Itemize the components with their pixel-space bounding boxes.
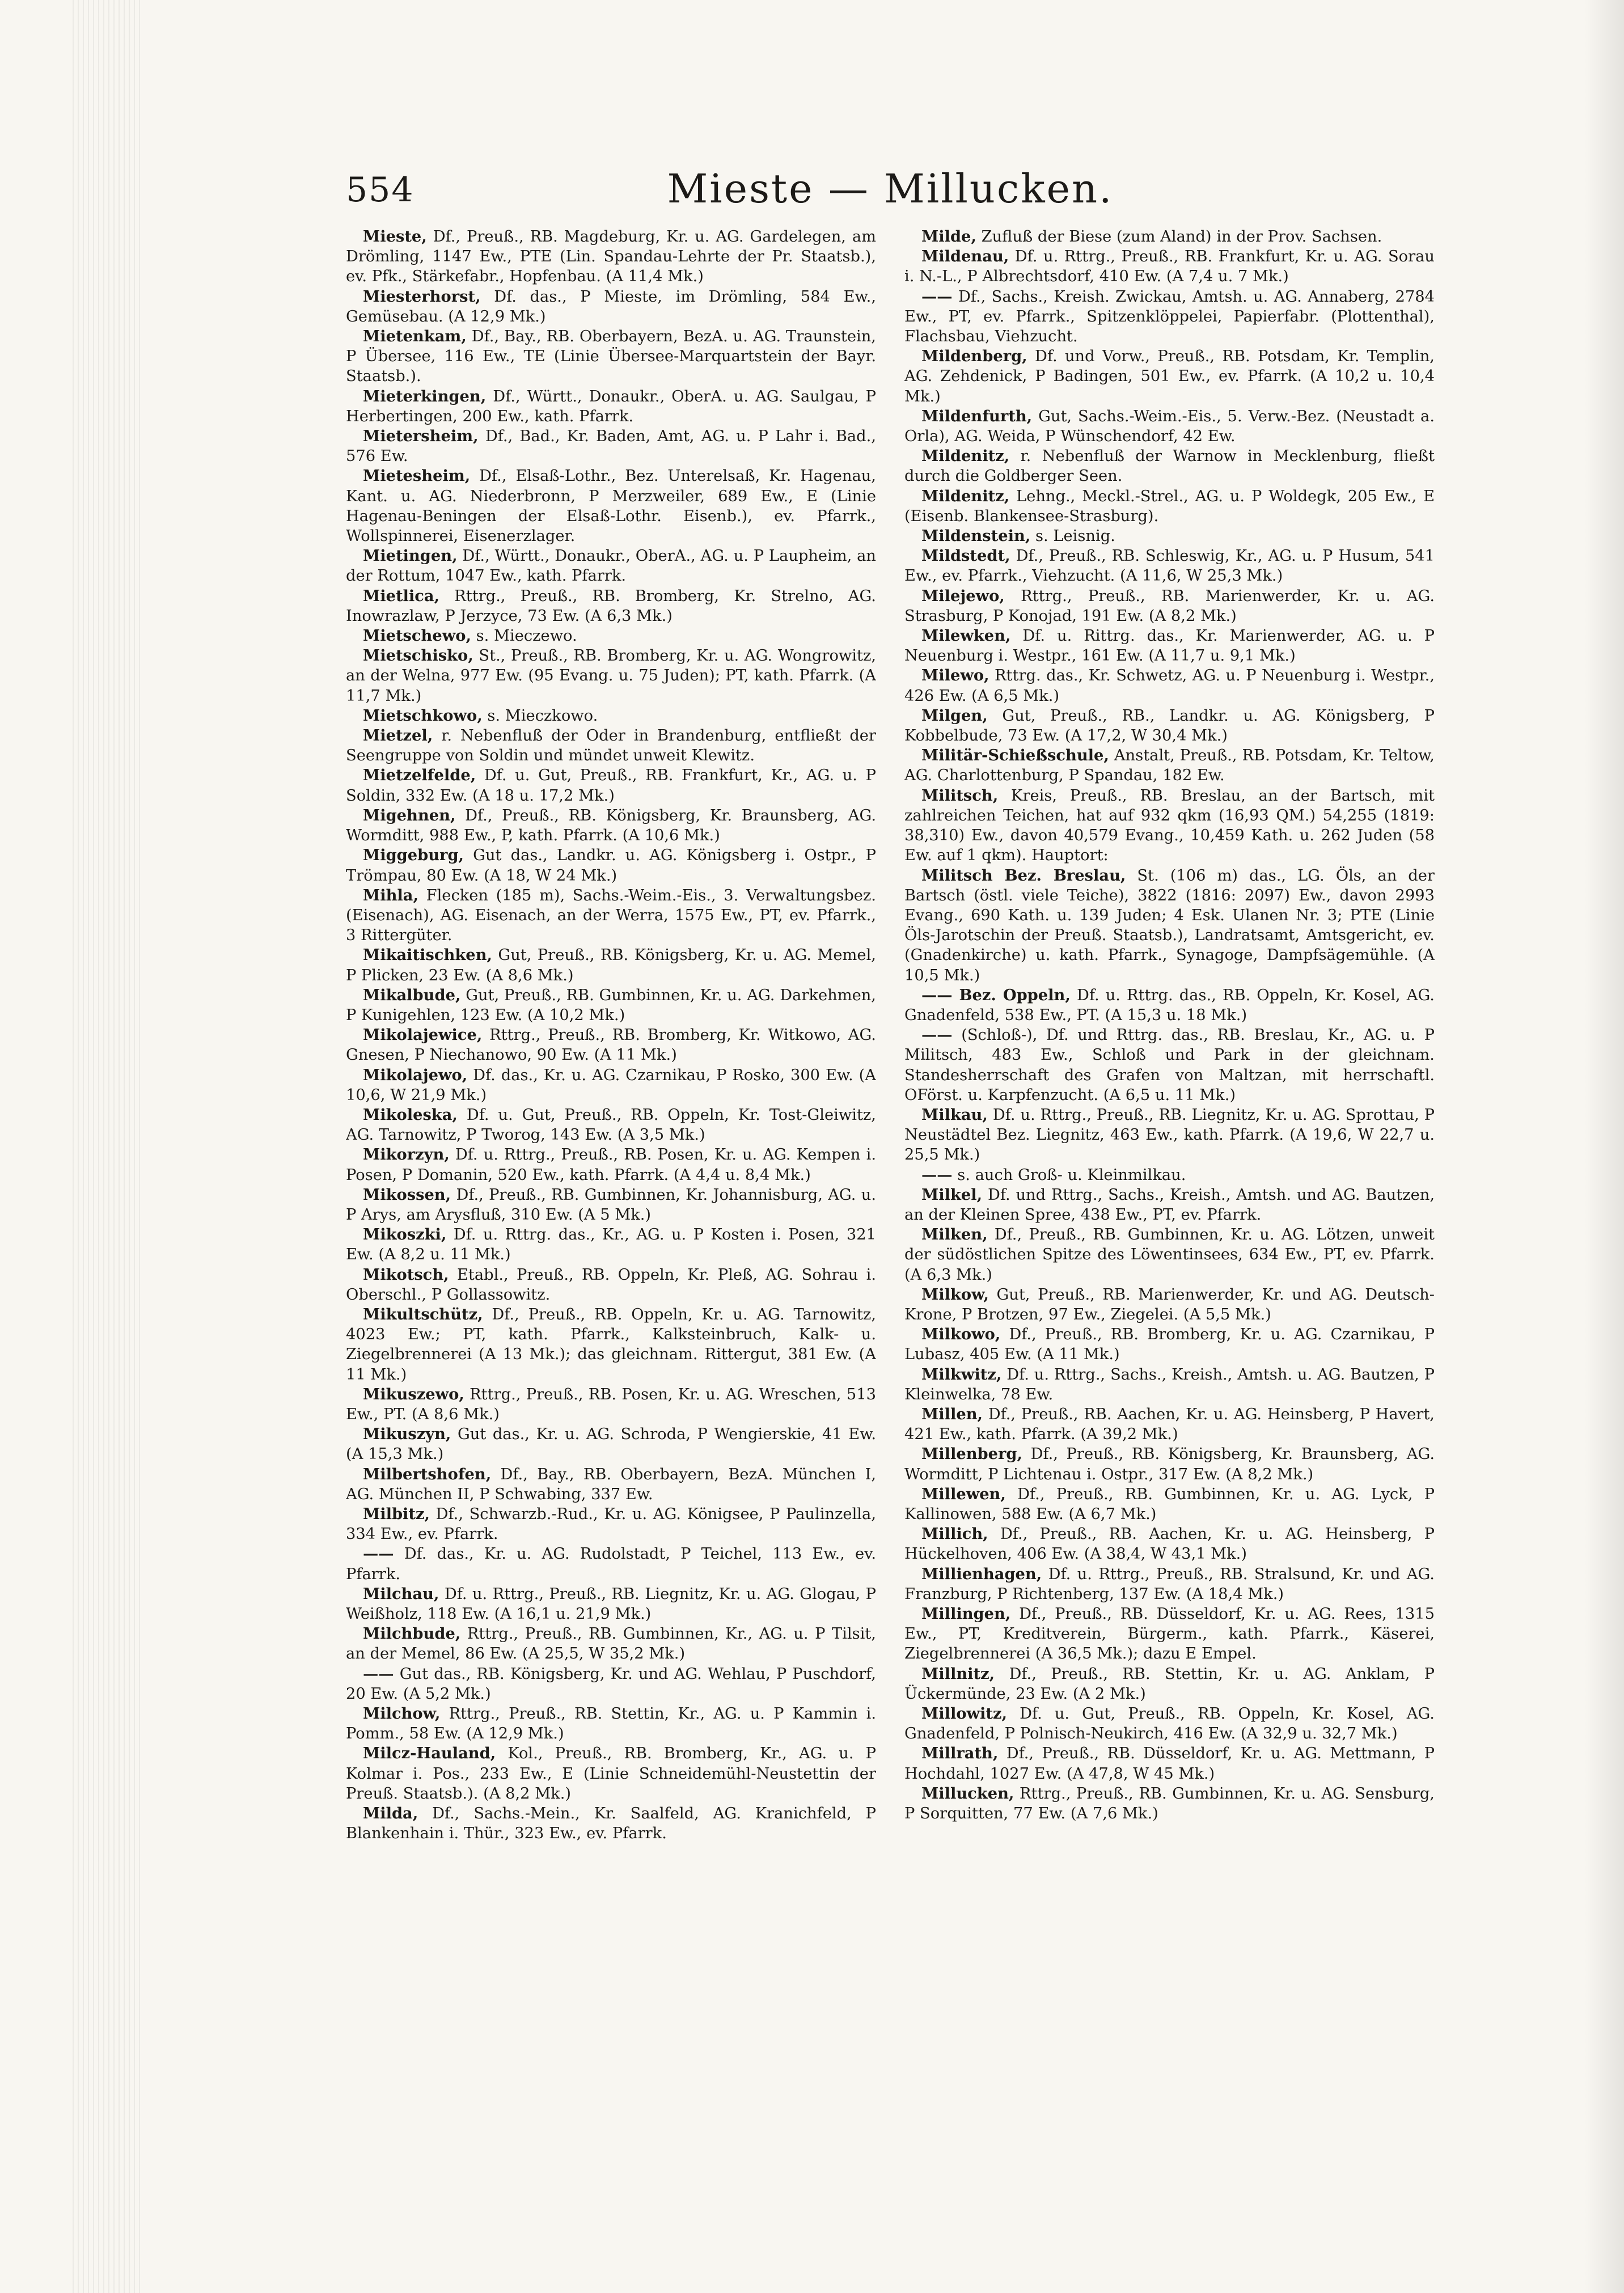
entry-text: Df. u. Gut, Preuß., RB. Oppeln, Kr. Tost-Gleiwitz, AG. Tarnowitz, P Tworog, 143 Ew. (A 3,5 Mk.) — [346, 1106, 876, 1144]
entry-text: Gut das., Landkr. u. AG. Königsberg i. Ostpr., P Trömpau, 80 Ew. (A 18, W 24 Mk.) — [346, 847, 876, 885]
entry-text: Df. u. Rittrg. das., Kr. Marienwerder, AG. u. P Neuenburg i. Westpr., 161 Ew. (A 11,7 u. 9,1 Mk.) — [904, 627, 1435, 665]
entry-headword: Mihla, — [363, 886, 418, 904]
entry-text: St. (106 m) das., LG. Öls, an der Bartsch (östl. viele Teiche), 3822 (1816: 2097) Ew., davon 2993 Evang., 690 Kath. u. 139 Juden; 4 Esk. Ulanen Nr. 3; PTE (Linie Öls-Jarotschin der Preuß. Staatsb.), Landratsamt, Amtsgericht, ev. (Gnadenkirche) u. kath. Pfarrk., Synagoge, Dampfsägemühle. (A 10,5 Mk.) — [904, 866, 1435, 984]
entry-headword: Miesterhorst, — [363, 287, 481, 306]
entry-text: Df. und Vorw., Preuß., RB. Potsdam, Kr. Templin, AG. Zehdenick, P Badingen, 501 Ew., ev. Pfarrk. (A 10,2 u. 10,4 Mk.) — [904, 348, 1435, 405]
entry-text: Rttrg., Preuß., RB. Bromberg, Kr. Strelno, AG. Inowrazlaw, P Jerzyce, 73 Ew. (A 6,3 Mk.) — [346, 587, 876, 625]
gazetteer-entry — [346, 1465, 876, 1504]
gazetteer-entry — [904, 985, 1435, 1025]
entry-headword: Milgen, — [921, 706, 988, 725]
gazetteer-entry — [346, 1025, 876, 1065]
gazetteer-entry — [346, 1624, 876, 1664]
gazetteer-entry — [346, 586, 876, 626]
entry-text: Df. u. Rttrg., Sachs., Kreish., Amtsh. u. AG. Bautzen, P Kleinwelka, 78 Ew. — [904, 1365, 1435, 1403]
gazetteer-entry — [904, 446, 1435, 486]
gazetteer-entry — [346, 227, 876, 287]
gazetteer-entry — [346, 387, 876, 426]
entry-text: Anstalt, Preuß., RB. Potsdam, Kr. Teltow, AG. Charlottenburg, P Spandau, 182 Ew. — [904, 747, 1435, 785]
entry-headword: Mildenau, — [921, 247, 1009, 266]
entry-headword: Millnitz, — [921, 1664, 995, 1683]
right-column — [904, 227, 1435, 2155]
gazetteer-entry — [346, 1265, 876, 1305]
entry-headword: Milewo, — [921, 666, 989, 685]
gazetteer-entry — [904, 1564, 1435, 1604]
gazetteer-entry — [346, 1065, 876, 1105]
gazetteer-entry — [904, 526, 1435, 546]
entry-headword: Mikuszyn, — [363, 1425, 451, 1444]
entry-text: Rttrg. das., Kr. Schwetz, AG. u. P Neuenburg i. Westpr., 426 Ew. (A 6,5 Mk.) — [904, 667, 1435, 705]
entry-headword: Mildenberg, — [921, 347, 1027, 366]
entry-text: Df. u. Rttrg., Preuß., RB. Stralsund, Kr. und AG. Franzburg, P Richtenberg, 137 Ew. (A 18,4 Mk.) — [904, 1565, 1435, 1603]
gazetteer-entry — [346, 1664, 876, 1704]
gazetteer-entry — [346, 886, 876, 946]
entry-text: St., Preuß., RB. Bromberg, Kr. u. AG. Wongrowitz, an der Welna, 977 Ew. (95 Evang. u. 75 Juden); PT, kath. Pfarrk. (A 11,7 Mk.) — [346, 647, 876, 705]
gazetteer-entry — [904, 247, 1435, 286]
entry-headword: Millich, — [921, 1525, 988, 1543]
gazetteer-entry — [904, 1025, 1435, 1105]
entry-text: Rttrg., Preuß., RB. Gumbinnen, Kr., AG. u. P Tilsit, an der Memel, 86 Ew. (A 25,5, W 35,2 Mk.) — [346, 1625, 876, 1663]
entry-headword: Mietschisko, — [363, 646, 473, 665]
entry-text: Df., Sachs.-Mein., Kr. Saalfeld, AG. Kranichfeld, P Blankenhain i. Thür., 323 Ew., ev. Pfarrk. — [346, 1805, 876, 1843]
gazetteer-entry — [904, 1165, 1435, 1185]
gazetteer-entry — [346, 806, 876, 845]
entry-text: Df., Preuß., RB. Königsberg, Kr. Braunsberg, AG. Wormditt, P Lichtenau i. Ostpr., 317 Ew. (A 8,2 Mk.) — [904, 1445, 1435, 1483]
entry-headword: —— — [921, 287, 953, 306]
entry-text: Df., Elsaß-Lothr., Bez. Unterelsaß, Kr. Hagenau, Kant. u. AG. Niederbronn, P Merzweiler, 689 Ew., E (Linie Hagenau-Beningen der Elsaß-Lothr. Eisenb.), ev. Pfarrk., Wollspinnerei, Eisenerzlager. — [346, 467, 876, 545]
entry-headword: Millewen, — [921, 1484, 1006, 1503]
entry-headword: Mietenkam, — [363, 327, 467, 346]
gazetteer-entry — [346, 1185, 876, 1225]
entry-text: Lehng., Meckl.-Strel., AG. u. P Woldegk, 205 Ew., E (Eisenb. Blankensee-Strasburg). — [904, 487, 1435, 525]
gazetteer-entry — [346, 626, 876, 646]
entry-headword: Milchau, — [363, 1584, 439, 1603]
gazetteer-entry — [346, 845, 876, 885]
entry-text: Df. u. Rttrg., Preuß., RB. Frankfurt, Kr. u. AG. Sorau i. N.-L., P Albrechtsdorf, 410 Ew. (A 7,4 u. 7 Mk.) — [904, 248, 1435, 286]
gazetteer-entry — [904, 1225, 1435, 1285]
entry-headword: Mieterkingen, — [363, 387, 487, 405]
gazetteer-entry — [904, 1704, 1435, 1744]
entry-headword: Mildstedt, — [921, 547, 1010, 565]
entry-text: Gut, Sachs.-Weim.-Eis., 5. Verw.-Bez. (Neustadt a. Orla), AG. Weida, P Wünschendorf, 42 Ew. — [904, 407, 1435, 446]
entry-headword: Mietesheim, — [363, 467, 471, 485]
gazetteer-entry — [904, 786, 1435, 866]
gazetteer-entry — [346, 945, 876, 985]
entry-headword: Millucken, — [921, 1784, 1014, 1803]
gazetteer-entry — [904, 1784, 1435, 1824]
entry-headword: Mieste, — [363, 227, 427, 246]
gazetteer-entry — [346, 1704, 876, 1744]
entry-headword: Mikolajewice, — [363, 1026, 483, 1044]
entries-columns — [346, 227, 1435, 2155]
gazetteer-entry — [346, 1145, 876, 1184]
entry-text: (Schloß-), Df. und Rttrg. das., RB. Breslau, Kr., AG. u. P Militsch, 483 Ew., Schloß und Park in der gleichnam. Standesherrschaft des Grafen von Maltzan, mit herrschaftl. OFörst. u. Karpfenzucht. (A 6,5 u. 11 Mk.) — [904, 1026, 1435, 1104]
entry-text: Df., Bay., RB. Oberbayern, BezA. u. AG. Traunstein, P Übersee, 116 Ew., TE (Linie Übersee-Marquartstein der Bayr. Staatsb.). — [346, 328, 876, 386]
entry-headword: Milewken, — [921, 627, 1011, 645]
page-header — [346, 159, 1435, 221]
gazetteer-entry — [904, 866, 1435, 985]
entry-text: Gut, Preuß., RB. Königsberg, Kr. u. AG. Memel, P Plicken, 23 Ew. (A 8,6 Mk.) — [346, 946, 876, 984]
gazetteer-entry — [904, 1744, 1435, 1783]
entry-headword: Mildenitz, — [921, 486, 1010, 505]
gazetteer-entry — [904, 586, 1435, 626]
entry-headword: Mikoszki, — [363, 1225, 447, 1244]
entry-headword: Millrath, — [921, 1744, 999, 1763]
entry-headword: Mildenitz, — [921, 447, 1010, 466]
entry-text: Df., Preuß., RB. Aachen, Kr. u. AG. Heinsberg, P Hückelhoven, 406 Ew. (A 38,4, W 43,1 Mk.) — [904, 1525, 1435, 1563]
entry-headword: Milkow, — [921, 1285, 989, 1304]
page-number: 554 — [346, 170, 415, 210]
entry-headword: Mikotsch, — [363, 1265, 449, 1284]
entry-text: Rttrg., Preuß., RB. Stettin, Kr., AG. u. P Kammin i. Pomm., 58 Ew. (A 12,9 Mk.) — [346, 1705, 876, 1743]
entry-text: Df. u. Rttrg., Preuß., RB. Liegnitz, Kr. u. AG. Sprottau, P Neustädtel Bez. Liegnitz, 463 Ew., kath. Pfarrk. (A 19,6, W 22,7 u. 25,5 Mk.) — [904, 1106, 1435, 1164]
gazetteer-entry — [904, 1285, 1435, 1325]
gazetteer-entry — [904, 407, 1435, 446]
entry-headword: Mikuszewo, — [363, 1385, 464, 1403]
gazetteer-entry — [346, 646, 876, 706]
gazetteer-entry — [904, 1365, 1435, 1404]
gazetteer-entry — [346, 287, 876, 327]
entry-text: Df. u. Gut, Preuß., RB. Oppeln, Kr. Kosel, AG. Gnadenfeld, P Polnisch-Neukirch, 416 Ew. (A 32,9 u. 32,7 Mk.) — [904, 1705, 1435, 1743]
entry-headword: Mildenstein, — [921, 527, 1031, 545]
entry-headword: Millienhagen, — [921, 1564, 1042, 1583]
gazetteer-entry — [904, 1604, 1435, 1664]
entry-text: Df., Preuß., RB. Magdeburg, Kr. u. AG. Gardelegen, am Drömling, 1147 Ew., PTE (Lin. Spandau-Lehrte der Pr. Staatsb.), ev. Pfk., Stärkefabr., Hopfenbau. (A 11,4 Mk.) — [346, 228, 876, 286]
entry-headword: Millingen, — [921, 1605, 1011, 1623]
entry-text: Df. das., Kr. u. AG. Rudolstadt, P Teichel, 113 Ew., ev. Pfarrk. — [346, 1545, 876, 1583]
entry-text: Df., Württ., Donaukr., OberA., AG. u. P Laupheim, an der Rottum, 1047 Ew., kath. Pfarrk. — [346, 547, 876, 585]
entry-text: Df., Württ., Donaukr., OberA. u. AG. Saulgau, P Herbertingen, 200 Ew., kath. Pfarrk. — [346, 387, 876, 425]
entry-headword: Mietschewo, — [363, 627, 471, 645]
entry-headword: Millenberg, — [921, 1445, 1022, 1463]
entry-headword: Mikossen, — [363, 1185, 451, 1204]
gazetteer-entry — [904, 746, 1435, 785]
entry-text: s. Mieczkowo. — [487, 706, 598, 725]
gazetteer-entry — [346, 1385, 876, 1424]
entry-text: Flecken (185 m), Sachs.-Weim.-Eis., 3. Verwaltungsbez. (Eisenach), AG. Eisenach, an der Werra, 1575 Ew., PT, ev. Pfarrk., 3 Rittergüter. — [346, 886, 876, 945]
entry-text: Df., Preuß., RB. Oppeln, Kr. u. AG. Tarnowitz, 4023 Ew.; PT, kath. Pfarrk., Kalksteinbruch, Kalk- u. Ziegelbrennerei (A 13 Mk.); das gleichnam. Rittergut, 381 Ew. (A 11 Mk.) — [346, 1305, 876, 1384]
entry-headword: Mikaitischken, — [363, 946, 492, 964]
entry-headword: Milkwitz, — [921, 1365, 1002, 1384]
entry-text: Df. u. Gut, Preuß., RB. Frankfurt, Kr., AG. u. P Soldin, 332 Ew. (A 18 u. 17,2 Mk.) — [346, 767, 876, 805]
entry-headword: Miggeburg, — [363, 846, 464, 865]
gazetteer-entry — [904, 1185, 1435, 1225]
entry-headword: Milbitz, — [363, 1505, 430, 1523]
entry-text: r. Nebenfluß der Warnow in Mecklenburg, fließt durch die Goldberger Seen. — [904, 447, 1435, 485]
entry-text: Df., Sachs., Kreish. Zwickau, Amtsh. u. AG. Annaberg, 2784 Ew., PT, ev. Pfarrk., Spitzenklöppelei, Papierfabr. (Plottenthal), Flachsbau, Viehzucht. — [904, 287, 1435, 346]
entry-headword: Mietschkowo, — [363, 706, 483, 725]
gazetteer-entry — [346, 1804, 876, 1843]
gazetteer-entry — [346, 546, 876, 586]
entry-text: s. Mieczewo. — [476, 627, 577, 645]
gazetteer-entry — [904, 227, 1435, 247]
entry-headword: Milken, — [921, 1225, 988, 1244]
entry-text: Df., Preuß., RB. Stettin, Kr. u. AG. Anklam, P Ückermünde, 23 Ew. (A 2 Mk.) — [904, 1665, 1435, 1703]
gazetteer-entry — [346, 1305, 876, 1385]
entry-text: Gut, Preuß., RB. Marienwerder, Kr. und AG. Deutsch-Krone, P Brotzen, 97 Ew., Ziegelei. (A 5,5 Mk.) — [904, 1285, 1435, 1323]
gazetteer-entry — [904, 1105, 1435, 1165]
entry-headword: Milkel, — [921, 1185, 983, 1204]
entry-text: s. auch Groß- u. Kleinmilkau. — [957, 1166, 1186, 1184]
entry-text: Df., Preuß., RB. Düsseldorf, Kr. u. AG. Mettmann, P Hochdahl, 1027 Ew. (A 47,8, W 45 Mk.) — [904, 1745, 1435, 1783]
gazetteer-entry — [904, 546, 1435, 586]
gazetteer-entry — [904, 1404, 1435, 1444]
entry-text: Df., Preuß., RB. Königsberg, Kr. Braunsberg, AG. Wormditt, 988 Ew., P, kath. Pfarrk. (A 10,6 Mk.) — [346, 806, 876, 845]
entry-headword: Mietersheim, — [363, 427, 479, 446]
gazetteer-entry — [346, 426, 876, 466]
entry-text: Df., Preuß., RB. Schleswig, Kr., AG. u. P Husum, 541 Ew., ev. Pfarrk., Viehzucht. (A 11,6, W 25,3 Mk.) — [904, 547, 1435, 585]
entry-headword: Milkau, — [921, 1105, 988, 1124]
entry-headword: Milbertshofen, — [363, 1465, 492, 1483]
entry-text: Zufluß der Biese (zum Aland) in der Prov. Sachsen. — [981, 228, 1382, 246]
gazetteer-entry — [346, 466, 876, 546]
entry-headword: Militsch Bez. Breslau, — [921, 866, 1126, 885]
entry-text: Etabl., Preuß., RB. Oppeln, Kr. Pleß, AG. Sohrau i. Oberschl., P Gollassowitz. — [346, 1266, 876, 1304]
entry-text: Kol., Preuß., RB. Bromberg, Kr., AG. u. P Kolmar i. Pos., 233 Ew., E (Linie Schneidemühl-Neustettin der Preuß. Staatsb.). (A 8,2 Mk.) — [346, 1745, 876, 1803]
entry-text: Rttrg., Preuß., RB. Gumbinnen, Kr. u. AG. Sensburg, P Sorquitten, 77 Ew. (A 7,6 Mk.) — [904, 1784, 1435, 1823]
entry-headword: Mikorzyn, — [363, 1145, 450, 1164]
entry-text: Df., Preuß., RB. Bromberg, Kr. u. AG. Czarnikau, P Lubasz, 405 Ew. (A 11 Mk.) — [904, 1326, 1435, 1364]
entry-headword: Mikolajewo, — [363, 1065, 468, 1084]
gazetteer-entry — [346, 706, 876, 726]
entry-text: Df. und Rttrg., Sachs., Kreish., Amtsh. und AG. Bautzen, an der Kleinen Spree, 438 Ew., PT, ev. Pfarrk. — [904, 1186, 1435, 1224]
entry-text: Gut, Preuß., RB., Landkr. u. AG. Königsberg, P Kobbelbude, 73 Ew. (A 17,2, W 30,4 Mk.) — [904, 706, 1435, 745]
entry-text: Rttrg., Preuß., RB. Marienwerder, Kr. u. AG. Strasburg, P Konojad, 191 Ew. (A 8,2 Mk.) — [904, 587, 1435, 625]
gazetteer-entry — [346, 1504, 876, 1544]
entry-headword: Militär-Schießschule, — [921, 746, 1109, 765]
entry-text: Df., Preuß., RB. Gumbinnen, Kr. u. AG. Lötzen, unweit der südöstlichen Spitze des Löwentinsees, 634 Ew., PT, ev. Pfarrk. (A 6,3 Mk.) — [904, 1226, 1435, 1284]
entry-headword: —— — [921, 1165, 953, 1184]
gazetteer-entry — [346, 1544, 876, 1584]
entry-headword: —— — [363, 1664, 394, 1683]
entry-text: Df., Preuß., RB. Düsseldorf, Kr. u. AG. Rees, 1315 Ew., PT, Kreditverein, Bürgerm., kath. Pfarrk., Käserei, Ziegelbrennerei (A 36,5 Mk.); dazu E Empel. — [904, 1605, 1435, 1663]
entry-text: Rttrg., Preuß., RB. Bromberg, Kr. Witkowo, AG. Gnesen, P Niechanowo, 90 Ew. (A 11 Mk.) — [346, 1026, 876, 1064]
entry-headword: Millen, — [921, 1404, 983, 1423]
entry-headword: Mietzelfelde, — [363, 766, 476, 785]
left-column — [346, 227, 876, 2155]
gazetteer-entry — [346, 765, 876, 805]
entry-text: Df. u. Rttrg., Preuß., RB. Liegnitz, Kr. u. AG. Glogau, P Weißholz, 118 Ew. (A 16,1 u. 21,9 Mk.) — [346, 1585, 876, 1623]
entry-headword: Mikalbude, — [363, 985, 461, 1004]
gazetteer-entry — [904, 1484, 1435, 1524]
gazetteer-entry — [904, 1444, 1435, 1484]
gazetteer-entry — [904, 287, 1435, 347]
entry-headword: —— — [363, 1545, 394, 1563]
entry-headword: Milkowo, — [921, 1325, 1001, 1344]
gazetteer-entry — [904, 706, 1435, 746]
gazetteer-entry — [346, 1225, 876, 1264]
entry-headword: Mildenfurth, — [921, 407, 1033, 425]
entry-text: Gut das., Kr. u. AG. Schroda, P Wengierskie, 41 Ew. (A 15,3 Mk.) — [346, 1425, 876, 1463]
entry-headword: Mietlica, — [363, 586, 440, 605]
entry-text: Df. das., Kr. u. AG. Czarnikau, P Rosko, 300 Ew. (A 10,6, W 21,9 Mk.) — [346, 1066, 876, 1104]
entry-headword: Millowitz, — [921, 1704, 1008, 1723]
gazetteer-entry — [904, 626, 1435, 666]
entry-text: Df., Schwarzb.-Rud., Kr. u. AG. Königsee, P Paulinzella, 334 Ew., ev. Pfarrk. — [346, 1505, 876, 1543]
entry-text: Gut das., RB. Königsberg, Kr. und AG. Wehlau, P Puschdorf, 20 Ew. (A 5,2 Mk.) — [346, 1665, 876, 1703]
gazetteer-entry — [904, 1325, 1435, 1364]
entry-text: Df., Preuß., RB. Gumbinnen, Kr. u. AG. Lyck, P Kallinowen, 588 Ew. (A 6,7 Mk.) — [904, 1485, 1435, 1523]
gazetteer-entry — [904, 346, 1435, 407]
entry-headword: —— — [921, 1026, 953, 1044]
gazetteer-entry — [904, 486, 1435, 526]
page-title: Mieste — Millucken. — [667, 166, 1114, 212]
entry-headword: Milda, — [363, 1804, 418, 1823]
gazetteer-entry — [346, 985, 876, 1025]
entry-text: Df. das., P Mieste, im Drömling, 584 Ew., Gemüsebau. (A 12,9 Mk.) — [346, 287, 876, 325]
gazetteer-entry — [346, 1424, 876, 1464]
entry-text: Rttrg., Preuß., RB. Posen, Kr. u. AG. Wreschen, 513 Ew., PT. (A 8,6 Mk.) — [346, 1385, 876, 1423]
entry-text: Df., Bad., Kr. Baden, Amt, AG. u. P Lahr i. Bad., 576 Ew. — [346, 428, 876, 466]
scan-shadow-left — [73, 0, 141, 2293]
entry-headword: Mikoleska, — [363, 1105, 458, 1124]
entry-headword: Mikultschütz, — [363, 1305, 483, 1323]
entry-text: Df. u. Rttrg. das., Kr., AG. u. P Kosten i. Posen, 321 Ew. (A 8,2 u. 11 Mk.) — [346, 1226, 876, 1264]
entry-text: s. Leisnig. — [1035, 527, 1115, 545]
entry-headword: Migehnen, — [363, 806, 456, 824]
entry-text: r. Nebenfluß der Oder in Brandenburg, entfließt der Seengruppe von Soldin und mündet unweit Klewitz. — [346, 727, 876, 765]
gazetteer-entry — [904, 666, 1435, 705]
entry-headword: Milcz-Hauland, — [363, 1744, 496, 1763]
entry-headword: Milde, — [921, 227, 976, 246]
gazetteer-entry — [346, 1584, 876, 1624]
gazetteer-entry — [346, 726, 876, 765]
entry-headword: Milchbude, — [363, 1624, 461, 1643]
entry-headword: Militsch, — [921, 786, 999, 805]
entry-text: Df. u. Rttrg., Preuß., RB. Posen, Kr. u. AG. Kempen i. Posen, P Domanin, 520 Ew., kath. Pfarrk. (A 4,4 u. 8,4 Mk.) — [346, 1146, 876, 1184]
scan-shadow-right — [1584, 0, 1624, 2293]
gazetteer-entry — [346, 1105, 876, 1145]
entry-text: Df., Bay., RB. Oberbayern, BezA. München I, AG. München II, P Schwabing, 337 Ew. — [346, 1465, 876, 1503]
entry-text: Df., Preuß., RB. Gumbinnen, Kr. Johannisburg, AG. u. P Arys, am Arysfluß, 310 Ew. (A 5 Mk.) — [346, 1186, 876, 1224]
entry-headword: Mietzel, — [363, 726, 433, 745]
gazetteer-entry — [346, 1744, 876, 1804]
entry-text: Kreis, Preuß., RB. Breslau, an der Bartsch, mit zahlreichen Teichen, hat auf 932 qkm (16,93 QM.) 54,255 (1819: 38,310) Ew., davon 40,579 Evang., 10,459 Kath. u. 262 Juden (58 Ew. auf 1 qkm). Hauptort: — [904, 786, 1435, 865]
gazetteer-entry — [346, 327, 876, 387]
gazetteer-entry — [904, 1664, 1435, 1704]
entry-headword: Milejewo, — [921, 586, 1005, 605]
entry-headword: —— Bez. Oppeln, — [921, 985, 1071, 1004]
entry-text: Df. u. Rttrg. das., RB. Oppeln, Kr. Kosel, AG. Gnadenfeld, 538 Ew., PT. (A 15,3 u. 18 Mk.) — [904, 986, 1435, 1024]
entry-text: Df., Preuß., RB. Aachen, Kr. u. AG. Heinsberg, P Havert, 421 Ew., kath. Pfarrk. (A 39,2 Mk.) — [904, 1405, 1435, 1444]
entry-headword: Milchow, — [363, 1704, 441, 1723]
gazetteer-entry — [904, 1524, 1435, 1564]
entry-text: Gut, Preuß., RB. Gumbinnen, Kr. u. AG. Darkehmen, P Kunigehlen, 123 Ew. (A 10,2 Mk.) — [346, 986, 876, 1024]
entry-headword: Mietingen, — [363, 547, 458, 565]
